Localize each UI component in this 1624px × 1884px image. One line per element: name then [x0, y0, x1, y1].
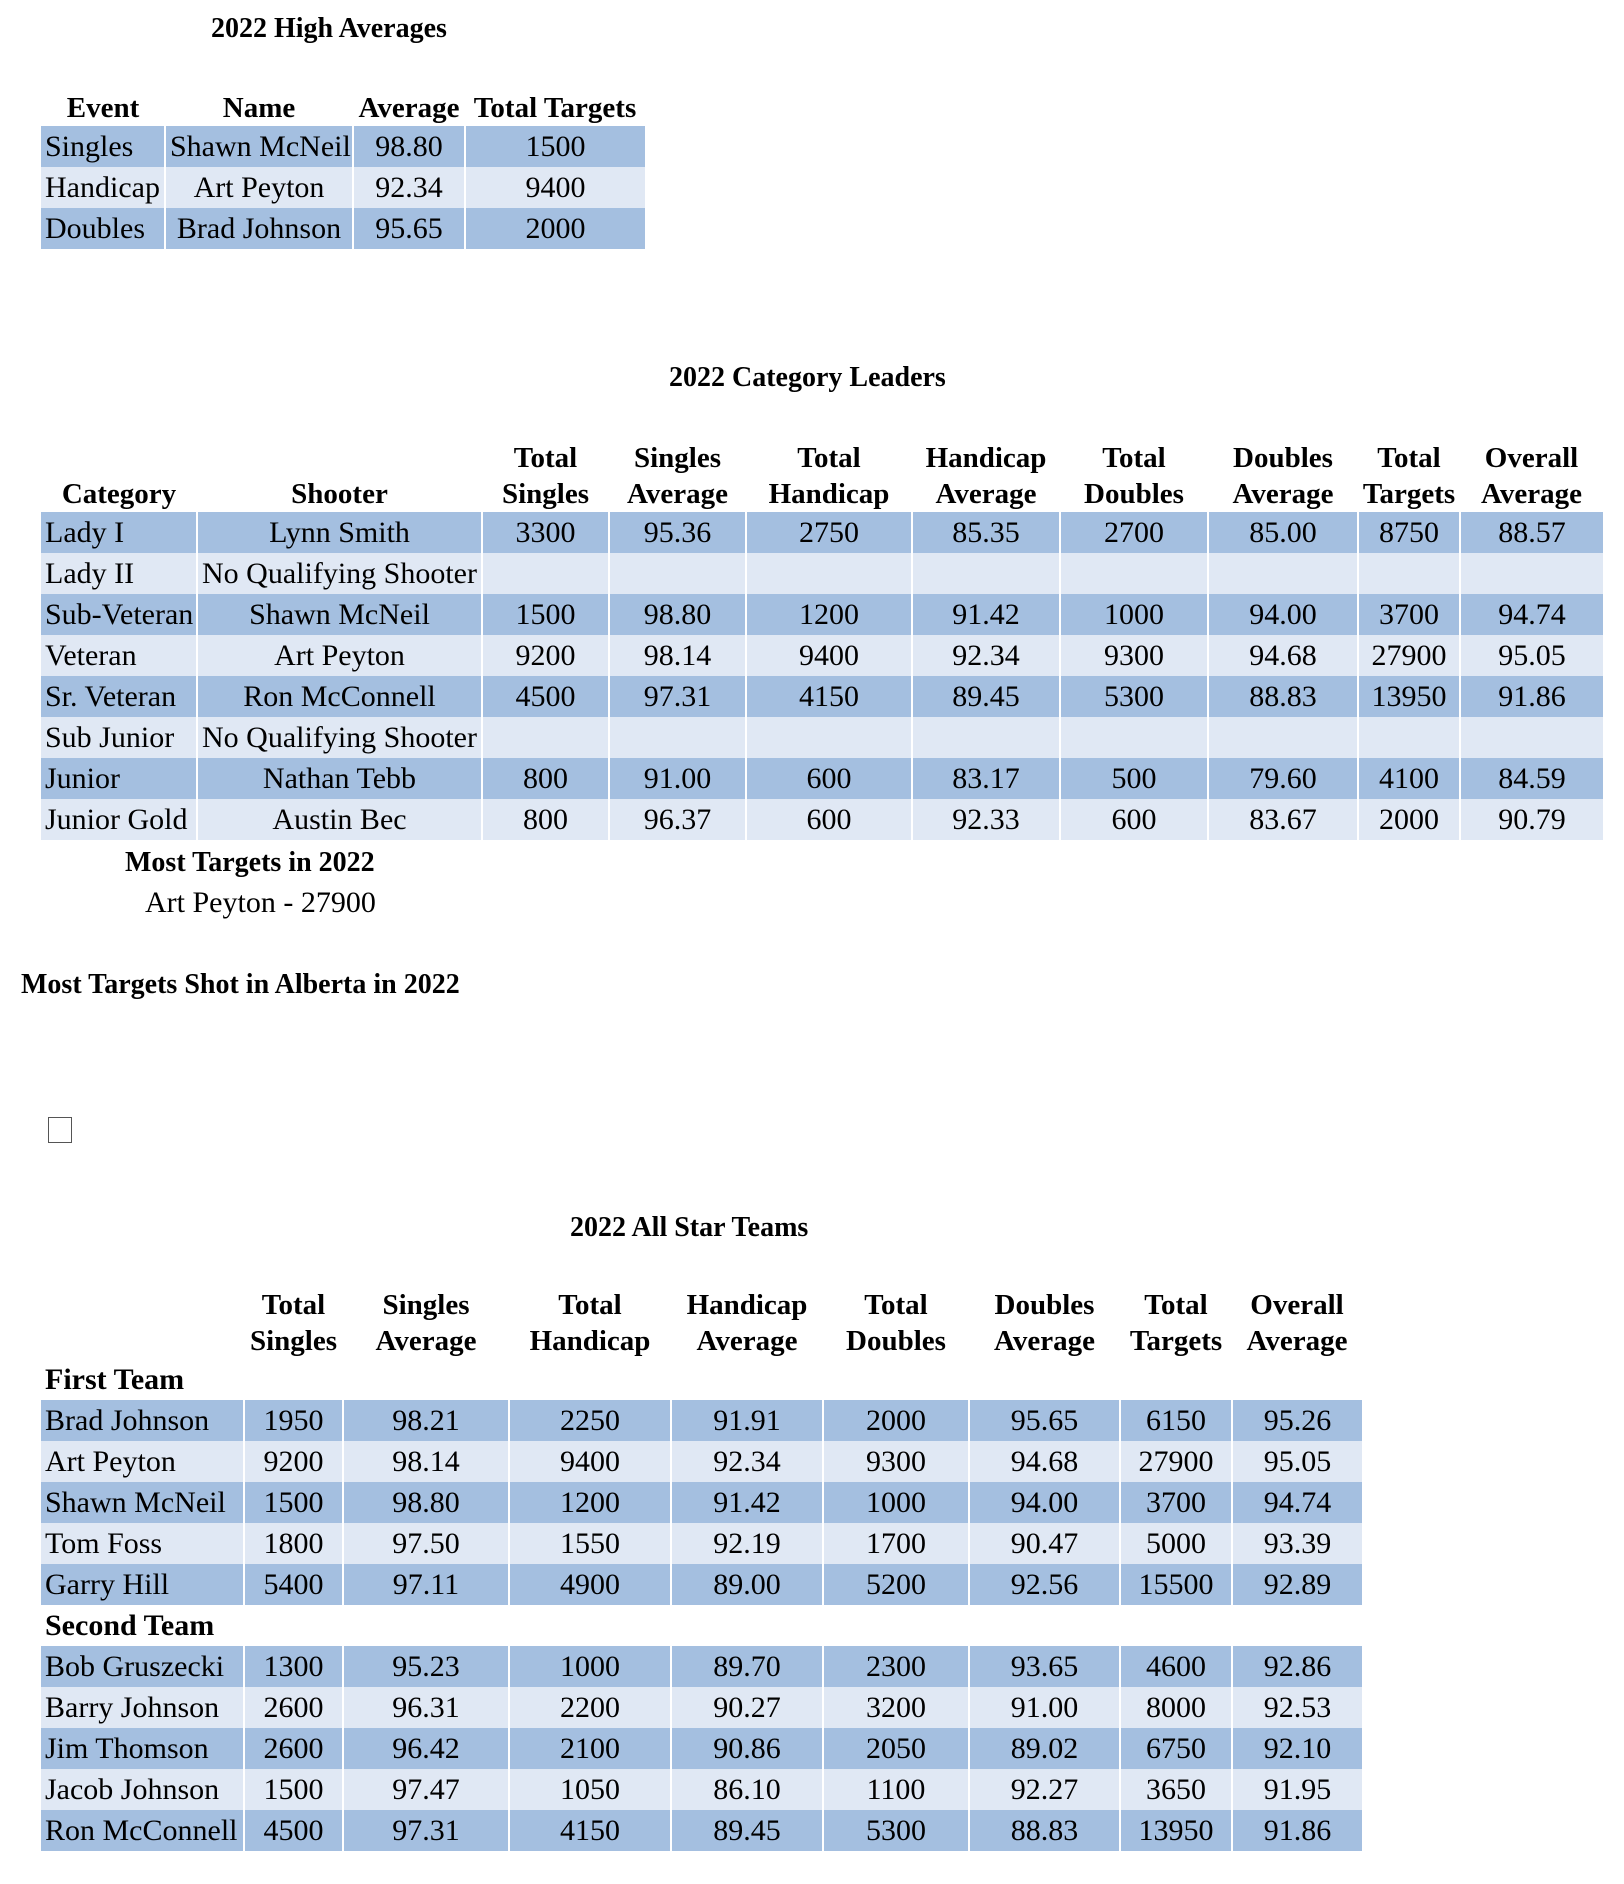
table-cell: 92.86	[1232, 1646, 1362, 1687]
column-header: Shooter	[291, 478, 388, 510]
table-cell: 3700	[1358, 594, 1460, 635]
table-row	[41, 167, 645, 208]
table-cell: 9400	[509, 1441, 671, 1482]
table-cell: Handicap	[41, 167, 165, 208]
most-targets-heading: Most Targets in 2022	[125, 847, 375, 878]
table-row	[41, 1400, 1362, 1441]
table-row	[41, 1810, 1362, 1851]
table-cell: 3200	[823, 1687, 969, 1728]
table-cell: Junior	[41, 758, 197, 799]
table-row	[41, 1441, 1362, 1482]
table-row	[41, 676, 1603, 717]
table-cell: Junior Gold	[41, 799, 197, 840]
table-cell: Nathan Tebb	[197, 758, 482, 799]
table-cell: 1500	[244, 1482, 343, 1523]
table-cell: 94.74	[1232, 1482, 1362, 1523]
table-cell: 85.00	[1208, 512, 1358, 553]
column-header: Handicap Average	[925, 442, 1047, 510]
table-cell: 1200	[746, 594, 912, 635]
column-header: Total Targets	[473, 92, 637, 124]
table-cell: 1950	[244, 1400, 343, 1441]
table-row	[41, 208, 645, 249]
table-cell: 600	[746, 799, 912, 840]
table-cell: Veteran	[41, 635, 197, 676]
table-cell: 98.80	[343, 1482, 509, 1523]
table-cell: 94.74	[1460, 594, 1603, 635]
table-cell: Art Peyton	[41, 1441, 244, 1482]
table-row	[41, 1769, 1362, 1810]
table-cell: 83.17	[912, 758, 1060, 799]
table-cell: 96.31	[343, 1687, 509, 1728]
column-header: Category	[61, 478, 177, 510]
table-cell: 83.67	[1208, 799, 1358, 840]
all-star-table	[41, 1287, 1362, 1851]
table-cell: 9300	[823, 1441, 969, 1482]
table-cell: 6750	[1120, 1728, 1232, 1769]
alberta-heading: Most Targets Shot in Alberta in 2022	[21, 969, 460, 1000]
table-cell: 97.11	[343, 1564, 509, 1605]
table-cell	[609, 717, 746, 758]
table-cell: 86.10	[671, 1769, 823, 1810]
table-cell: 95.23	[343, 1646, 509, 1687]
table-cell: Doubles	[41, 208, 165, 249]
table-cell: 97.31	[343, 1810, 509, 1851]
table-cell	[912, 717, 1060, 758]
table-cell: 95.65	[969, 1400, 1120, 1441]
table-cell: 92.53	[1232, 1687, 1362, 1728]
table-cell: Ron McConnell	[41, 1810, 244, 1851]
table-cell	[912, 553, 1060, 594]
table-cell: 91.91	[671, 1400, 823, 1441]
table-cell	[482, 717, 609, 758]
table-cell: 2200	[509, 1687, 671, 1728]
table-cell: 9400	[465, 167, 645, 208]
table-row	[41, 594, 1603, 635]
column-header: Total Doubles	[1084, 442, 1184, 510]
table-cell: 95.05	[1460, 635, 1603, 676]
table-cell: 90.79	[1460, 799, 1603, 840]
table-cell: Austin Bec	[197, 799, 482, 840]
table-cell: 85.35	[912, 512, 1060, 553]
column-header: Total Targets	[1362, 442, 1456, 510]
table-cell: 3300	[482, 512, 609, 553]
column-header: Total Doubles	[846, 1289, 946, 1357]
team-section-row	[41, 1359, 1362, 1400]
table-cell: 2000	[1358, 799, 1460, 840]
table-cell: 13950	[1358, 676, 1460, 717]
table-cell: 4500	[244, 1810, 343, 1851]
table-row	[41, 512, 1603, 553]
table-cell: Ron McConnell	[197, 676, 482, 717]
table-cell	[1060, 717, 1208, 758]
table-cell: 4100	[1358, 758, 1460, 799]
table-row	[41, 1728, 1362, 1769]
table-cell: 800	[482, 758, 609, 799]
table-cell: 92.34	[912, 635, 1060, 676]
table-cell: Art Peyton	[165, 167, 353, 208]
table-cell: 98.80	[353, 126, 465, 167]
table-cell: 2000	[465, 208, 645, 249]
table-cell: 79.60	[1208, 758, 1358, 799]
table-cell: 4150	[509, 1810, 671, 1851]
table-cell: Shawn McNeil	[41, 1482, 244, 1523]
table-cell	[746, 717, 912, 758]
table-cell: 4150	[746, 676, 912, 717]
table-cell: 1550	[509, 1523, 671, 1564]
table-cell: Art Peyton	[197, 635, 482, 676]
table-cell: 1800	[244, 1523, 343, 1564]
table-cell: Sr. Veteran	[41, 676, 197, 717]
table-cell: 91.42	[671, 1482, 823, 1523]
table-cell: 4900	[509, 1564, 671, 1605]
table-cell: 96.42	[343, 1728, 509, 1769]
table-cell: Barry Johnson	[41, 1687, 244, 1728]
table-cell: 89.45	[671, 1810, 823, 1851]
table-cell: 1100	[823, 1769, 969, 1810]
table-cell: 3650	[1120, 1769, 1232, 1810]
table-cell: 92.89	[1232, 1564, 1362, 1605]
column-header: Doubles Average	[994, 1289, 1095, 1357]
table-cell: 27900	[1120, 1441, 1232, 1482]
table-cell: Tom Foss	[41, 1523, 244, 1564]
table-cell: 89.02	[969, 1728, 1120, 1769]
table-cell: 91.00	[969, 1687, 1120, 1728]
table-cell: 90.47	[969, 1523, 1120, 1564]
table-cell: 98.80	[609, 594, 746, 635]
table-cell: 94.00	[969, 1482, 1120, 1523]
table-cell: 92.10	[1232, 1728, 1362, 1769]
table-row	[41, 1646, 1362, 1687]
table-cell: 89.45	[912, 676, 1060, 717]
table-cell: 91.95	[1232, 1769, 1362, 1810]
table-cell: 2250	[509, 1400, 671, 1441]
table-cell	[1358, 717, 1460, 758]
table-cell	[482, 553, 609, 594]
table-cell: 95.05	[1232, 1441, 1362, 1482]
table-cell: 93.65	[969, 1646, 1120, 1687]
column-header: Total Targets	[1129, 1289, 1223, 1357]
table-cell: 89.00	[671, 1564, 823, 1605]
table-cell: 1000	[823, 1482, 969, 1523]
table-cell: 95.26	[1232, 1400, 1362, 1441]
table-cell	[1358, 553, 1460, 594]
table-row	[41, 635, 1603, 676]
table-cell: Garry Hill	[41, 1564, 244, 1605]
category-leaders-title: 2022 Category Leaders	[669, 362, 946, 393]
table-cell: Jim Thomson	[41, 1728, 244, 1769]
table-cell: 2750	[746, 512, 912, 553]
table-cell: 2600	[244, 1728, 343, 1769]
column-header: Total Handicap	[529, 1289, 651, 1357]
column-header: Event	[66, 92, 140, 124]
column-header	[41, 1287, 244, 1359]
table-cell: 88.83	[969, 1810, 1120, 1851]
table-cell: 3700	[1120, 1482, 1232, 1523]
column-header: Total Handicap	[768, 442, 890, 510]
table-cell: 6150	[1120, 1400, 1232, 1441]
table-cell: Jacob Johnson	[41, 1769, 244, 1810]
table-cell: 13950	[1120, 1810, 1232, 1851]
table-cell: 5200	[823, 1564, 969, 1605]
table-cell: 95.65	[353, 208, 465, 249]
table-cell: 94.00	[1208, 594, 1358, 635]
table-cell: 5000	[1120, 1523, 1232, 1564]
column-header: Overall Average	[1481, 442, 1582, 510]
table-cell: Lady II	[41, 553, 197, 594]
column-header: Singles Average	[627, 442, 728, 510]
table-cell: 2700	[1060, 512, 1208, 553]
table-cell: 91.86	[1460, 676, 1603, 717]
table-cell: 500	[1060, 758, 1208, 799]
table-row	[41, 1687, 1362, 1728]
table-cell: 5300	[823, 1810, 969, 1851]
team-section-row	[41, 1605, 1362, 1646]
table-cell: 4500	[482, 676, 609, 717]
table-cell: 88.83	[1208, 676, 1358, 717]
table-cell: 1500	[244, 1769, 343, 1810]
table-cell: 98.14	[609, 635, 746, 676]
table-row	[41, 717, 1603, 758]
table-cell: 1050	[509, 1769, 671, 1810]
table-cell: 91.42	[912, 594, 1060, 635]
image-placeholder-checkbox[interactable]	[48, 1117, 72, 1143]
table-cell: 97.47	[343, 1769, 509, 1810]
table-cell: Shawn McNeil	[165, 126, 353, 167]
table-cell: Lady I	[41, 512, 197, 553]
table-cell	[746, 553, 912, 594]
table-cell: 94.68	[1208, 635, 1358, 676]
table-cell: Lynn Smith	[197, 512, 482, 553]
column-header: Doubles Average	[1232, 442, 1334, 510]
table-cell: 9300	[1060, 635, 1208, 676]
table-cell: 92.27	[969, 1769, 1120, 1810]
table-cell: 2100	[509, 1728, 671, 1769]
table-cell: No Qualifying Shooter	[197, 553, 482, 594]
table-cell: 2000	[823, 1400, 969, 1441]
category-leaders-table	[41, 440, 1603, 840]
table-cell	[1208, 553, 1358, 594]
table-cell: 1300	[244, 1646, 343, 1687]
table-cell: 1500	[465, 126, 645, 167]
table-cell: 91.86	[1232, 1810, 1362, 1851]
table-cell: 600	[746, 758, 912, 799]
table-cell: 5300	[1060, 676, 1208, 717]
table-cell: 4600	[1120, 1646, 1232, 1687]
table-row	[41, 126, 645, 167]
table-cell: 27900	[1358, 635, 1460, 676]
table-row	[41, 758, 1603, 799]
table-cell: 2600	[244, 1687, 343, 1728]
table-cell: Bob Gruszecki	[41, 1646, 244, 1687]
column-header: Total Singles	[501, 442, 590, 510]
table-cell: 97.31	[609, 676, 746, 717]
table-cell: 1000	[509, 1646, 671, 1687]
table-cell: 1200	[509, 1482, 671, 1523]
table-cell: Singles	[41, 126, 165, 167]
table-cell: 9200	[482, 635, 609, 676]
table-cell: 1000	[1060, 594, 1208, 635]
table-row	[41, 553, 1603, 594]
column-header: Total Singles	[249, 1289, 338, 1357]
table-cell: 98.14	[343, 1441, 509, 1482]
table-cell: 92.34	[353, 167, 465, 208]
table-cell: 95.36	[609, 512, 746, 553]
table-cell	[1208, 717, 1358, 758]
table-cell: 93.39	[1232, 1523, 1362, 1564]
table-cell: 1700	[823, 1523, 969, 1564]
table-cell: 15500	[1120, 1564, 1232, 1605]
table-cell: 94.68	[969, 1441, 1120, 1482]
column-header: Overall Average	[1246, 1289, 1348, 1357]
all-star-title: 2022 All Star Teams	[570, 1212, 809, 1243]
table-cell: 8750	[1358, 512, 1460, 553]
team-section-label: First Team	[41, 1359, 1362, 1400]
table-cell: 92.34	[671, 1441, 823, 1482]
table-cell: Brad Johnson	[165, 208, 353, 249]
table-cell: 5400	[244, 1564, 343, 1605]
table-cell: 92.56	[969, 1564, 1120, 1605]
table-cell: 600	[1060, 799, 1208, 840]
table-cell: Brad Johnson	[41, 1400, 244, 1441]
table-cell: 96.37	[609, 799, 746, 840]
table-cell: 800	[482, 799, 609, 840]
table-cell: 98.21	[343, 1400, 509, 1441]
table-cell: 88.57	[1460, 512, 1603, 553]
table-cell	[609, 553, 746, 594]
table-cell: 9400	[746, 635, 912, 676]
table-cell: Shawn McNeil	[197, 594, 482, 635]
table-cell: 84.59	[1460, 758, 1603, 799]
column-header: Average	[358, 92, 460, 124]
table-row	[41, 1564, 1362, 1605]
table-cell: No Qualifying Shooter	[197, 717, 482, 758]
table-cell: 97.50	[343, 1523, 509, 1564]
table-cell: Sub Junior	[41, 717, 197, 758]
high-averages-table	[41, 90, 645, 249]
table-cell	[1460, 717, 1603, 758]
column-header: Name	[222, 92, 296, 124]
table-cell: 8000	[1120, 1687, 1232, 1728]
table-cell: 91.00	[609, 758, 746, 799]
table-cell: 9200	[244, 1441, 343, 1482]
table-cell: 92.19	[671, 1523, 823, 1564]
table-cell	[1460, 553, 1603, 594]
table-cell: 90.86	[671, 1728, 823, 1769]
table-row	[41, 1482, 1362, 1523]
table-row	[41, 1523, 1362, 1564]
table-cell: 92.33	[912, 799, 1060, 840]
table-cell: Sub-Veteran	[41, 594, 197, 635]
table-cell: 2050	[823, 1728, 969, 1769]
most-targets-value: Art Peyton - 27900	[145, 886, 376, 919]
table-cell: 90.27	[671, 1687, 823, 1728]
table-row	[41, 799, 1603, 840]
column-header: Singles Average	[375, 1289, 477, 1357]
table-cell: 1500	[482, 594, 609, 635]
high-averages-title: 2022 High Averages	[211, 13, 447, 44]
table-cell	[1060, 553, 1208, 594]
table-cell: 2300	[823, 1646, 969, 1687]
column-header: Handicap Average	[686, 1289, 808, 1357]
table-cell: 89.70	[671, 1646, 823, 1687]
team-section-label: Second Team	[41, 1605, 1362, 1646]
